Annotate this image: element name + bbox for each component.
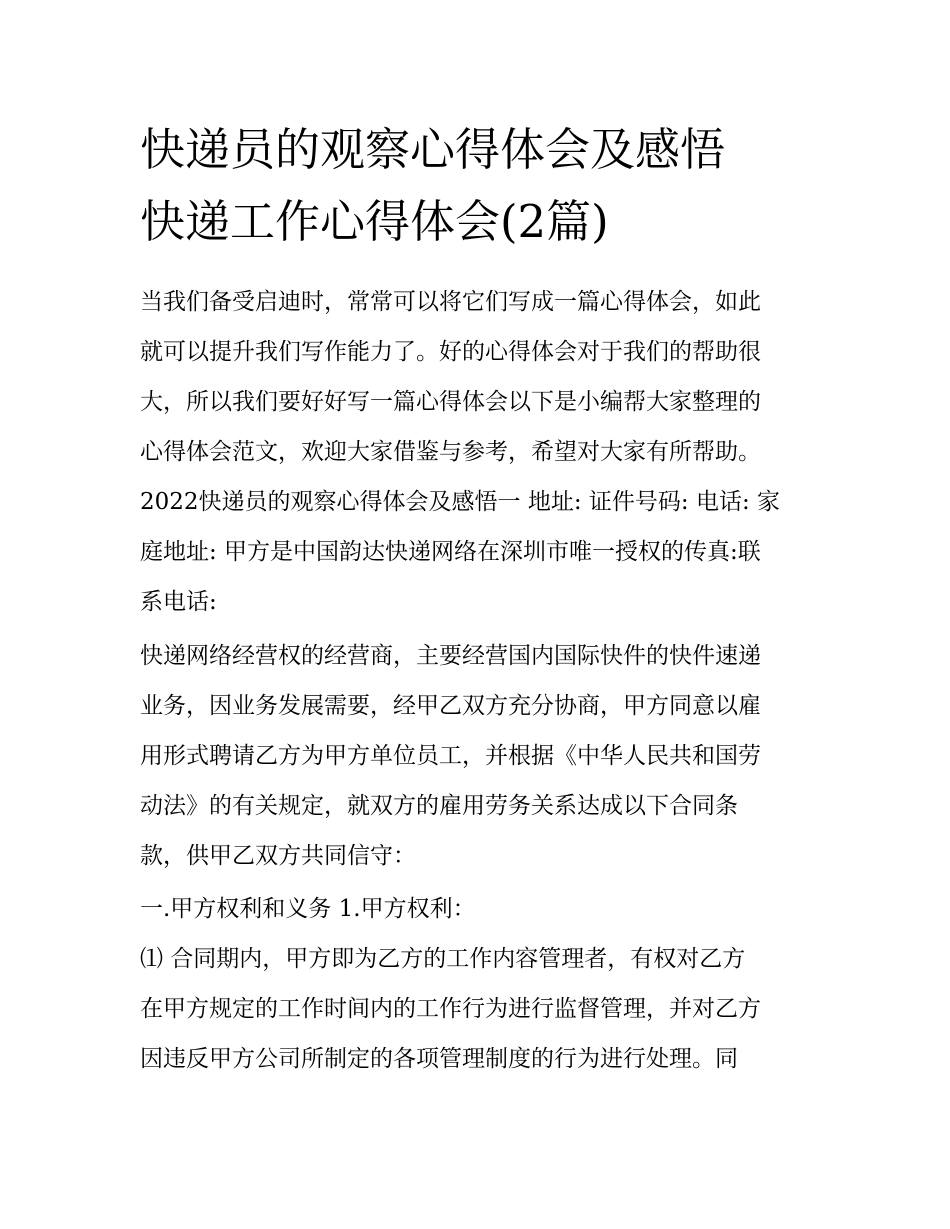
body-line-3: 大，所以我们要好好写一篇心得体会以下是小编帮大家整理的: [140, 389, 761, 415]
document-title: [140, 114, 820, 258]
body-line-15: 在甲方规定的工作时间内的工作行为进行监督管理，并对乙方: [140, 996, 761, 1022]
body-line-9: 业务，因业务发展需要，经甲乙双方充分协商，甲方同意以雇: [140, 693, 761, 719]
body-line-11: 动法》的有关规定，就双方的雇用劳务关系达成以下合同条: [140, 793, 738, 819]
body-line-14: ⑴ 合同期内，甲方即为乙方的工作内容管理者，有权对乙方: [140, 946, 746, 972]
body-line-13: 一.甲方权利和义务 1.甲方权利：: [140, 896, 476, 922]
body-line-10: 用形式聘请乙方为甲方单位员工，并根据《中华人民共和国劳: [140, 743, 761, 769]
body-line-7: 系电话:: [140, 589, 217, 615]
title-line-1: 快递员的观察心得体会及感悟: [140, 123, 726, 176]
body-line-2: 就可以提升我们写作能力了。好的心得体会对于我们的帮助很: [140, 339, 761, 365]
body-line-6: 庭地址: 甲方是中国韵达快递网络在深圳市唯一授权的传真:联: [140, 539, 761, 565]
body-line-5: 2022快递员的观察心得体会及感悟一 地址: 证件号码: 电话: 家: [140, 489, 781, 515]
body-line-4: 心得体会范文，欢迎大家借鉴与参考，希望对大家有所帮助。: [140, 439, 761, 465]
title-line-2: 快递工作心得体会(2篇): [140, 195, 609, 248]
body-line-8: 快递网络经营权的经营商，主要经营国内国际快件的快件速递: [140, 643, 761, 669]
body-line-12: 款，供甲乙双方共同信守：: [140, 843, 416, 869]
body-line-16: 因违反甲方公司所制定的各项管理制度的行为进行处理。同: [140, 1046, 738, 1072]
body-line-1: 当我们备受启迪时，常常可以将它们写成一篇心得体会，如此: [140, 289, 761, 315]
